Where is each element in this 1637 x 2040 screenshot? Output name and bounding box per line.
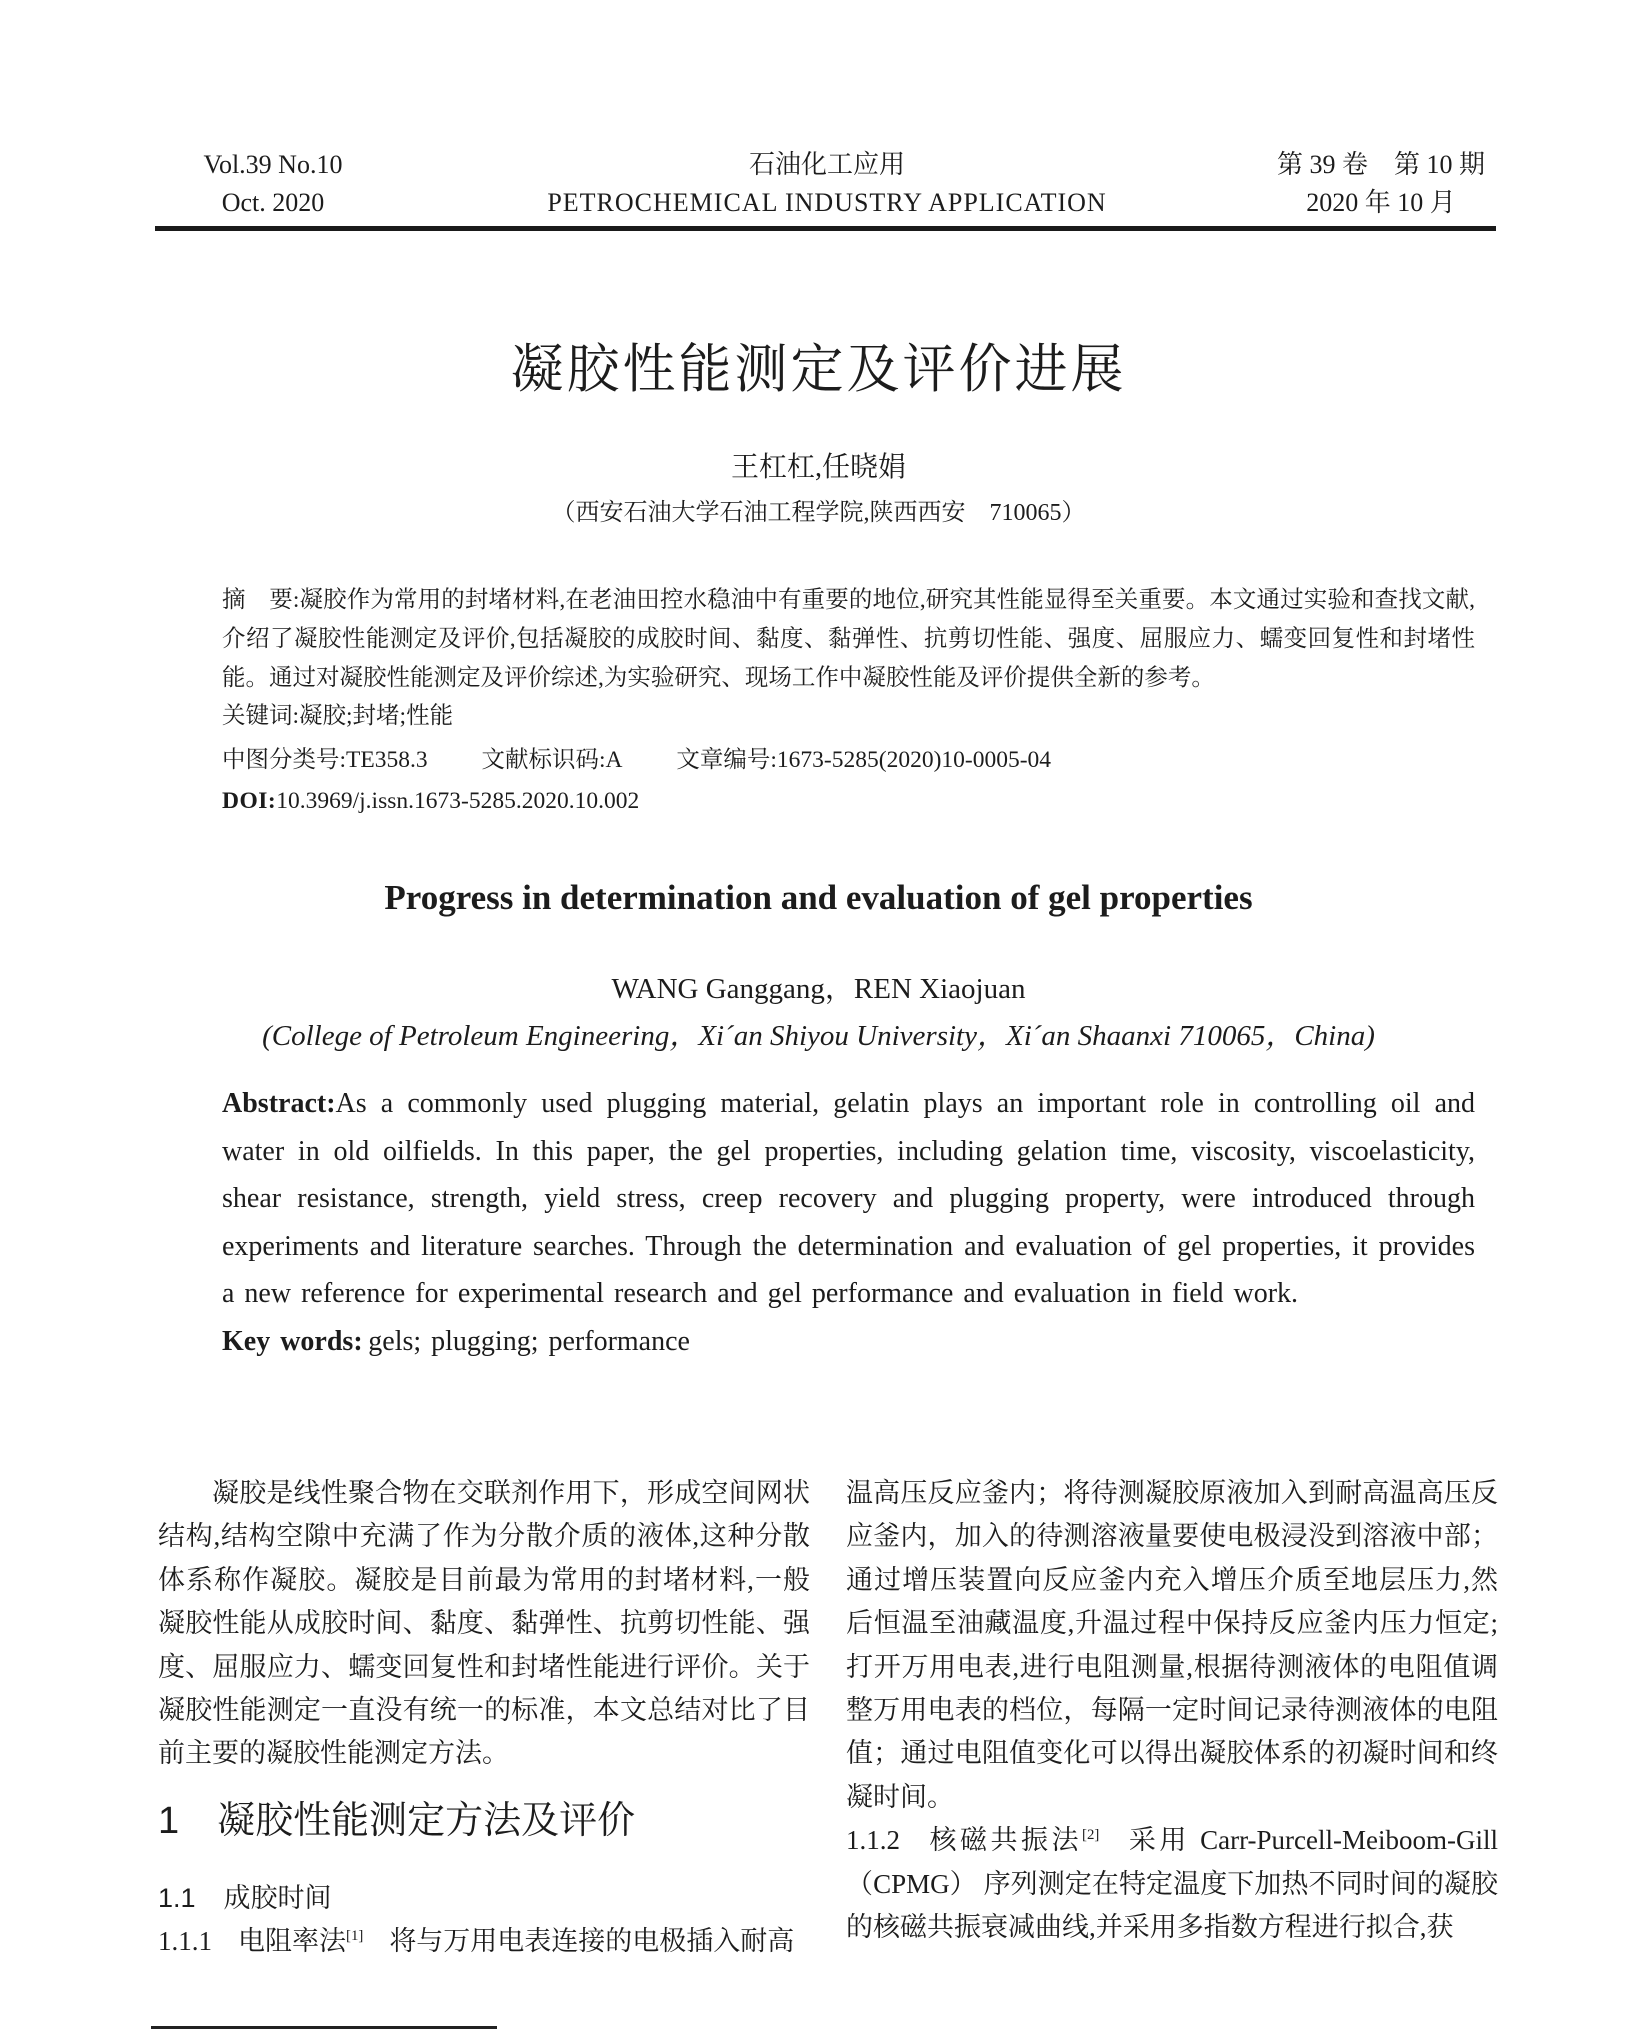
article-number-label: 文章编号:	[676, 747, 777, 774]
clc-number	[222, 747, 428, 773]
section-1-1-number: 1.1	[158, 1882, 196, 1913]
journal-title-en: PETROCHEMICAL INDUSTRY APPLICATION	[547, 188, 1107, 217]
section-1-1-title: 成胶时间	[223, 1882, 332, 1913]
abstract-en	[222, 1080, 1475, 1318]
document-code-label: 文献标识码:	[481, 747, 606, 774]
abstract-cn	[222, 581, 1475, 697]
classification-line	[222, 741, 1475, 780]
right-column	[846, 1472, 1498, 1964]
affiliation-cn: （西安石油大学石油工程学院,陕西西安 710065）	[551, 500, 1086, 526]
section-1-title: 凝胶性能测定方法及评价	[217, 1799, 636, 1842]
authors-cn: 王杠杠,任晓娟	[730, 452, 906, 483]
abstract-cn-label: 摘 要:	[222, 587, 300, 613]
header-left	[158, 146, 388, 222]
article-title-en: Progress in determination and evaluation of gel properties	[384, 878, 1253, 917]
keywords-en-text: gels; plugging; performance	[368, 1325, 690, 1357]
issue-number-cn: 第 39 卷 第 10 期	[1276, 150, 1485, 179]
header-rule	[155, 226, 1496, 231]
abstract-en-text: As a commonly used plugging material, gelatin plays an important role in controlling oil and water in old oilfields. In this paper, the gel properties, including gelation time, viscosity, viscoelasticity, shear resistance, strength, yield stress, creep recovery and plugging property, were introduced through experiments and literature searches. Through the determination and evaluation of gel properties, it provides a new reference for experimental research and gel performance and evaluation in field work.	[222, 1088, 1475, 1310]
keywords-cn	[222, 697, 1475, 736]
header-center	[388, 146, 1266, 222]
document-code	[482, 747, 623, 773]
doi-label: DOI:	[222, 787, 277, 814]
doi-value: 10.3969/j.issn.1673-5285.2020.10.002	[276, 787, 640, 814]
reference-2-marker: [2]	[1082, 1827, 1100, 1844]
body-columns	[158, 1472, 1499, 1964]
clc-label: 中图分类号:	[222, 747, 347, 774]
header-right	[1266, 146, 1496, 222]
intro-paragraph: 凝胶是线性聚合物在交联剂作用下，形成空间网状结构,结构空隙中充满了作为分散介质的液体,这种分散体系称作凝胶。凝胶是目前最为常用的封堵材料,一般凝胶性能从成胶时间、黏度、黏弹性、抗剪切性能、强度、屈服应力、蠕变回复性和封堵性能进行评价。关于凝胶性能测定一直没有统一的标准，本文总结对比了目前主要的凝胶性能测定方法。	[158, 1478, 810, 1769]
keywords-cn-text: 凝胶;封堵;性能	[299, 703, 454, 730]
article-number	[676, 747, 1051, 773]
abstract-en-label: Abstract:	[222, 1088, 336, 1119]
article-title-cn: 凝胶性能测定及评价进展	[510, 341, 1127, 399]
document-code-value: A	[605, 747, 623, 774]
clc-value: TE358.3	[346, 747, 428, 774]
section-1-1-2-term: 核磁共振法	[926, 1825, 1083, 1856]
reference-1-marker: [1]	[346, 1928, 364, 1945]
section-1-1-2-text: 采用 Carr-Purcell-Meiboom-Gill（CPMG） 序列测定在特定温度下加热不同时间的凝胶的核磁共振衰减曲线,并采用多指数方程进行拟合,获	[846, 1825, 1498, 1943]
section-1-1-2-number: 1.1.2	[846, 1825, 900, 1856]
section-1-1-1-term: 电阻率法	[238, 1926, 346, 1957]
running-head	[158, 146, 1496, 222]
abstract-cn-block	[222, 581, 1475, 821]
continuation-paragraph: 温高压反应釜内；将待测凝胶原液加入到耐高温高压反应釜内，加入的待测溶液量要使电极浸没到溶液中部；通过增压装置向反应釜内充入增压介质至地层压力,然后恒温至油藏温度,升温过程中保持反应釜内压力恒定;打开万用电表,进行电阻测量,根据待测液体的电阻值调整万用电表的档位，每隔一定时间记录待测液体的电阻值；通过电阻值变化可以得出凝胶体系的初凝时间和终凝时间。	[846, 1478, 1498, 1812]
keywords-cn-label: 关键词:	[222, 703, 300, 730]
issue-date-cn: 2020 年 10 月	[1306, 188, 1456, 217]
section-1-1-heading	[158, 1877, 810, 1920]
section-1-1-2-paragraph	[846, 1819, 1498, 1949]
authors-en: WANG Ganggang，REN Xiaojuan	[611, 973, 1026, 1005]
section-1-1-1-text: 将与万用电表连接的电极插入耐高	[389, 1926, 795, 1957]
journal-title-cn: 石油化工应用	[748, 150, 905, 179]
section-1-number: 1	[158, 1799, 180, 1842]
abstract-en-block	[222, 1080, 1475, 1366]
footnote-rule	[151, 2026, 497, 2029]
keywords-en	[222, 1318, 1475, 1366]
section-1-1-1-paragraph	[158, 1920, 810, 1963]
volume-number: Vol.39 No.10	[203, 150, 343, 179]
issue-date-en: Oct. 2020	[221, 188, 325, 217]
section-1-1-1-number: 1.1.1	[158, 1926, 212, 1957]
section-1-heading	[158, 1799, 810, 1843]
article-number-value: 1673-5285(2020)10-0005-04	[776, 747, 1052, 774]
doi-line	[222, 782, 1475, 821]
abstract-cn-text: 凝胶作为常用的封堵材料,在老油田控水稳油中有重要的地位,研究其性能显得至关重要。本文通过实验和查找文献,介绍了凝胶性能测定及评价,包括凝胶的成胶时间、黏度、黏弹性、抗剪切性能、强度、屈服应力、蠕变回复性和封堵性能。通过对凝胶性能测定及评价综述,为实验研究、现场工作中凝胶性能及评价提供全新的参考。	[222, 587, 1476, 691]
left-column	[158, 1472, 810, 1964]
keywords-en-label: Key words:	[222, 1325, 363, 1357]
affiliation-en: (College of Petroleum Engineering，Xi´an Shiyou University，Xi´an Shaanxi 710065，China)	[262, 1020, 1375, 1052]
